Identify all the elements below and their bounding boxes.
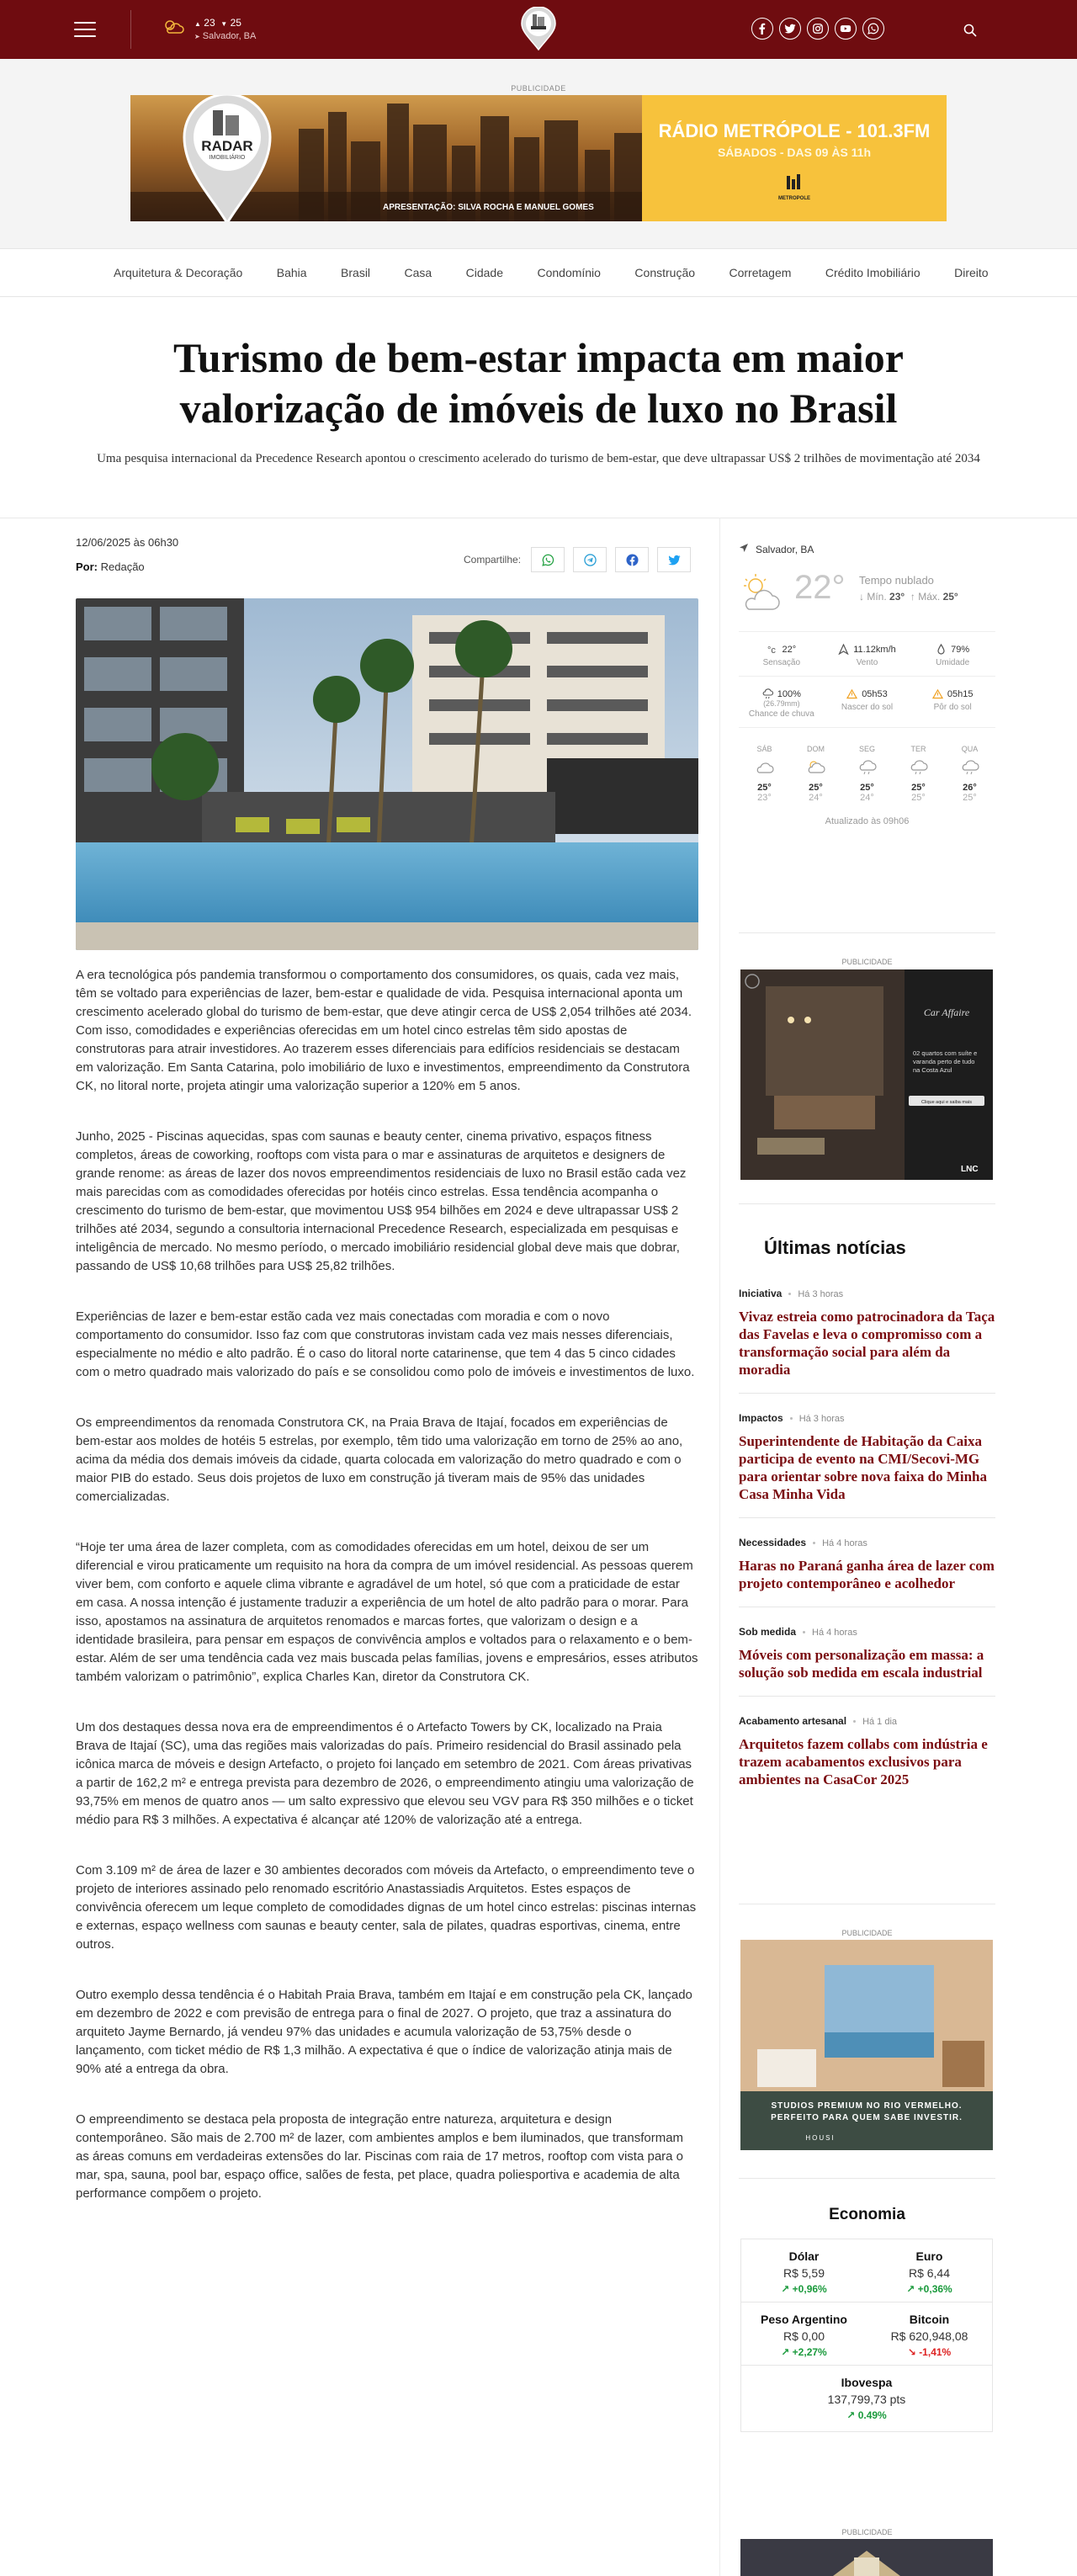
news-headline[interactable]: Móveis com personalização em massa: a solução sob medida em escala industrial: [739, 1647, 984, 1681]
twitter-icon: [668, 554, 681, 566]
index-price: 137,799,73 pts: [827, 2393, 906, 2406]
divider: [739, 932, 995, 933]
rain-cloud-icon: [909, 758, 929, 775]
location-pin-icon: ➤: [194, 33, 200, 40]
sidebar-ad-brand-logo: LNC: [961, 1165, 979, 1174]
news-category[interactable]: Iniciativa: [739, 1288, 783, 1299]
sidebar-ad2-line1: STUDIOS PREMIUM NO RIO VERMELHO.: [771, 2101, 963, 2111]
news-headline[interactable]: Vivaz estreia como patrocinadora da Taça das Favelas e leva o compromisso com a transformação social para além da moradia: [739, 1309, 995, 1378]
whatsapp-icon: [542, 554, 554, 566]
menu-icon[interactable]: [74, 22, 96, 37]
category-link[interactable]: Bahia: [276, 266, 307, 279]
ad-label: PUBLICIDADE: [841, 958, 893, 966]
news-time: Há 3 horas: [798, 1289, 844, 1299]
author-label: Por:: [76, 560, 98, 573]
radar-brand: RADAR: [201, 138, 253, 154]
facebook-icon: [626, 554, 639, 566]
dot-separator: [803, 1631, 805, 1633]
top-ad-banner[interactable]: [130, 95, 947, 221]
rain-cloud-icon: [762, 688, 773, 699]
forecast-max: 25°: [911, 783, 926, 793]
forecast-day-name: TER: [910, 745, 926, 753]
ad-label: PUBLICIDADE: [511, 84, 566, 93]
divider: [739, 1203, 995, 1204]
forecast-day: [739, 745, 790, 803]
dot-separator: [790, 1417, 793, 1420]
currency-change: +0,96%: [792, 2283, 827, 2295]
ad-credits: APRESENTAÇÃO: SILVA ROCHA E MANUEL GOMES: [383, 203, 594, 212]
header-temp-min: 25: [230, 17, 241, 29]
forecast-day: [841, 745, 893, 803]
social-links: [751, 18, 884, 40]
economy-title: Economia: [829, 2206, 905, 2223]
cloud-icon: [755, 758, 775, 775]
weather-sunrise: 05h53: [862, 688, 888, 699]
index-ibovespa: [741, 2366, 992, 2431]
forecast-day: [944, 745, 995, 803]
share-facebook-button[interactable]: [615, 547, 649, 572]
forecast-max: 25°: [860, 783, 874, 793]
weather-rain-chance: 100%: [777, 688, 801, 699]
svg-text:°c: °c: [767, 645, 776, 655]
news-headline[interactable]: Superintendente de Habitação da Caixa participa de evento na CMI/Secovi-MG para orientar sobre nova faixa do Minha Casa Minha Vida: [739, 1433, 987, 1502]
ad-radio-title: RÁDIO METRÓPOLE - 101.3FM: [658, 120, 931, 141]
forecast-min: 24°: [860, 793, 874, 803]
weather-wind-label: Vento: [856, 658, 878, 667]
economy-widget: [740, 2239, 993, 2432]
column-divider: [719, 518, 720, 2576]
sidebar-ad-script: Car Affaire: [923, 1006, 970, 1018]
sidebar-ad2-brand: HOUSI: [805, 2134, 836, 2142]
news-category[interactable]: Acabamento artesanal: [739, 1715, 847, 1727]
news-category[interactable]: Necessidades: [739, 1537, 807, 1548]
search-icon[interactable]: [963, 23, 978, 38]
facebook-icon[interactable]: [751, 18, 773, 40]
forecast-max: 25°: [757, 783, 772, 793]
currency-dollar: [741, 2239, 867, 2302]
article-paragraph: “Hoje ter uma área de lazer completa, com as comodidades oferecidas em um hotel, deixou de ser um diferencial e virou praticamente um requisito na hora da compra de um imóvel residencial. As pessoas querem viver bem, com conforto e aquele clima vibrante e agradável de um hotel, só que com a praticidade de estar em casa. A nossa intenção é justamente traduzir a experiência de um hotel de alto padrão para o morar. Para isso, apostamos na assinatura de arquitetos renomados e marcas fortes, que valorizam o design e a identidade brasileira, para pensar em espaços de convivência amplos e voltados para o relaxamento e o bem-estar. Além de ser uma tendência cada vez mais buscada pelas famílias, jovens e empresários, esses atributos também valorizam o patrimônio”, explica Charles Kan, diretor da Construtora CK.: [76, 1540, 698, 1684]
sidebar-ad-copy: 02 quartos com suíte e varanda perto de tudo na Costa Azul: [913, 1049, 978, 1074]
weather-location: [739, 544, 995, 555]
category-link[interactable]: Corretagem: [729, 266, 792, 279]
forecast-day-name: SEG: [858, 745, 875, 753]
news-headline[interactable]: Haras no Paraná ganha área de lazer com projeto contemporâneo e acolhedor: [739, 1558, 995, 1591]
news-time: Há 4 horas: [822, 1538, 867, 1548]
weather-updated: Atualizado às 09h06: [825, 816, 910, 826]
news-time: Há 3 horas: [798, 1414, 845, 1424]
article-paragraph: Experiências de lazer e bem-estar estão cada vez mais conectadas com moradia e com o novo comportamento do consumidor. Isso faz com que construtoras invistam cada vez mais nesses diferenciais, especialmente no médio e alto padrão. É o caso do litoral norte catarinense, que tem 4 das 5 cinco cidades com o metro quadrado mais valorizado do país e se consolidou como polo de imóveis e investimentos de luxo.: [76, 1309, 695, 1379]
currency-euro: [867, 2239, 992, 2302]
currency-change: -1,41%: [919, 2346, 952, 2358]
forecast-day-name: SÁB: [756, 745, 772, 753]
forecast-day-name: DOM: [807, 745, 825, 753]
currency-name: Peso Argentino: [761, 2313, 847, 2326]
arrow-down-icon: ↓: [859, 591, 864, 603]
share-twitter-button[interactable]: [657, 547, 691, 572]
sidebar-ad-cta: Clique aqui e saiba mais: [921, 1100, 972, 1105]
weather-arrow-up-icon: ▲: [194, 20, 201, 28]
currency-price: R$ 5,59: [783, 2266, 825, 2280]
article-paragraph: O empreendimento se destaca pela proposta de integração entre natureza, arquitetura e design contemporâneo. São mais de 2.700 m² de lazer, com ambientes amplos e bem iluminados, que transformam as áreas comuns em verdadeiras extensões do lar. Piscinas com raia de 17 metros, rooftop com vista para o mar, spa, sauna, pool bar, espaço office, salões de festa, pet place, quadra poliesportiva e academia de alta performance compõem o projeto.: [76, 2112, 684, 2201]
weather-sunset-label: Pôr do sol: [933, 703, 972, 712]
divider: [130, 10, 131, 49]
news-item[interactable]: [739, 1624, 995, 1697]
news-headline[interactable]: Arquitetos fazem collabs com indústria e trazem acabamentos exclusivos para ambientes na CasaCor 2025: [739, 1736, 988, 1787]
share-telegram-button[interactable]: [573, 547, 607, 572]
latest-news-title: Últimas notícias: [764, 1237, 906, 1258]
forecast-max: 26°: [963, 783, 977, 793]
dot-separator: [813, 1542, 815, 1544]
trend-up-icon: ↗: [846, 2409, 856, 2421]
category-link[interactable]: Arquitetura & Decoração: [114, 266, 243, 279]
article-paragraph: Um dos destaques dessa nova era de empreendimentos é o Artefacto Towers by CK, localizado na Praia Brava de Itajaí (SC), uma das regiões mais valorizadas do país. Primeiro residencial do Brasil assinado pela icônica marca de móveis e design Artefacto, o projeto foi lançado em setembro de 2021. Com áreas privativas a partir de 162,2 m² e entrega prevista para dezembro de 2026, o empreendimento atingiu uma valorização de 93,75% em menos de quatro anos — um salto expressivo que elevou seu VGV para R$ 350 milhões e o ticket médio para R$ 3 milhões. A expectativa é alcançar até 120% de valorização até a entrega.: [76, 1720, 694, 1827]
sun-cloud-icon: [806, 758, 826, 775]
weather-wind: 11.12km/h: [853, 644, 896, 655]
weather-temp: 22°: [794, 569, 846, 606]
weather-rain-label: Chance de chuva: [748, 709, 814, 719]
weather-humidity-label: Umidade: [936, 658, 970, 667]
category-link[interactable]: Crédito Imobiliário: [825, 266, 920, 279]
metropole-logo-text: METROPOLE: [777, 196, 811, 201]
category-nav: [0, 248, 1077, 297]
divider: [739, 2178, 995, 2179]
forecast-min: 25°: [911, 793, 926, 803]
top-bar: [0, 0, 1077, 59]
currency-price: R$ 620,948,08: [890, 2329, 968, 2343]
forecast-day: [893, 745, 944, 803]
economy-row: [741, 2302, 992, 2366]
category-link[interactable]: Condomínio: [537, 266, 601, 279]
sidebar-ad-bottom[interactable]: [740, 2539, 993, 2576]
whatsapp-icon[interactable]: [862, 18, 884, 40]
sunrise-icon: [846, 688, 857, 699]
sidebar-ad-studios[interactable]: [740, 1940, 993, 2150]
rain-cloud-icon: [960, 758, 980, 775]
dot-separator: [853, 1720, 856, 1723]
currency-change: +0,36%: [917, 2283, 952, 2295]
sidebar-ad2-line2: PERFEITO PARA QUEM SABE INVESTIR.: [771, 2113, 963, 2122]
currency-name: Euro: [915, 2249, 943, 2263]
thermometer-icon: [767, 644, 778, 655]
news-category[interactable]: Impactos: [739, 1412, 783, 1424]
article-paragraph: Junho, 2025 - Piscinas aquecidas, spas com saunas e beauty center, cinema privativo, espaços fitness completos, áreas de coworking, rooftops com vista para o mar e assinaturas de arquitetos e designers de grande renome: as áreas de lazer dos novos empreendimentos residenciais de luxo no Brasil estão cada vez mais parecidas com as comodidades oferecidas por hotéis cinco estrelas. Essa tendência acompanha o crescimento do turismo de bem-estar, que movimentou US$ 954 bilhões em 2024 e deve ultrapassar US$ 2 trilhões até 2034, segundo a consultoria internacional Precedence Research, especializada em pesquisas e inteligência de mercado. No mesmo período, o mercado imobiliário residencial global deve mais que dobrar, passando de US$ 10,68 trilhões para US$ 25,82 trilhões.: [76, 1129, 687, 1273]
forecast-min: 25°: [963, 793, 977, 803]
weather-forecast: [739, 745, 995, 803]
weather-max-label: Máx.: [918, 591, 941, 603]
currency-price: R$ 6,44: [908, 2266, 951, 2280]
forecast-day-name: QUA: [961, 745, 979, 753]
economy-row: [741, 2239, 992, 2302]
sun-cloud-icon: [739, 572, 783, 613]
share-label: Compartilhe:: [464, 554, 522, 566]
news-item[interactable]: [739, 1410, 995, 1518]
article-paragraph: A era tecnológica pós pandemia transformou o comportamento dos consumidores, os quais, cada vez mais, têm se voltado para experiências de lazer, bem-estar e qualidade de vida. Pesquisa internacional aponta um crescimento acelerado global do turismo de bem-estar, que deve atingir cerca de US$ 2,054 trilhões até 2034. Com isso, comodidades e experiências oferecidas em um hotel cinco estrelas têm sido apostas de construtoras para atrair investidores. Ao trazerem esses diferenciais para edifícios residenciais se destacam em valorização. Em Santa Catarina, polo imobiliário de luxo e investimentos, empreendimento da Construtora CK, no litoral norte, projeta atingir uma valorização superior a 120% em 5 anos.: [76, 968, 692, 1093]
news-category[interactable]: Sob medida: [739, 1626, 797, 1638]
ad-label: PUBLICIDADE: [841, 2528, 893, 2536]
weather-min-label: Mín.: [867, 591, 887, 603]
weather-humidity: 79%: [951, 644, 970, 655]
telegram-icon: [584, 554, 597, 566]
weather-feels-like-label: Sensação: [762, 658, 801, 667]
forecast-max: 25°: [809, 783, 823, 793]
weather-city: Salvador, BA: [756, 544, 814, 555]
news-item[interactable]: [739, 1286, 995, 1394]
article-byline: [76, 560, 145, 573]
article-date: 12/06/2025 às 06h30: [76, 536, 179, 549]
instagram-icon[interactable]: [807, 18, 829, 40]
forecast-min: 23°: [757, 793, 772, 803]
latest-news-list: [739, 1286, 995, 1819]
category-link[interactable]: Construção: [634, 266, 696, 279]
weather-arrow-down-icon: ▼: [220, 20, 228, 28]
trend-up-icon: ↗: [781, 2283, 790, 2295]
category-link[interactable]: Casa: [404, 266, 432, 279]
weather-details: [739, 631, 995, 728]
youtube-icon[interactable]: [835, 18, 857, 40]
news-time: Há 4 horas: [812, 1628, 857, 1638]
article-subtitle: Uma pesquisa internacional da Precedence Research apontou o crescimento acelerado do turismo de bem-estar, que deve ultrapassar US$ 2 trilhões de movimentação até 2034: [97, 452, 980, 465]
index-name: Ibovespa: [841, 2376, 893, 2389]
weather-current: [739, 569, 995, 623]
weather-sunset: 05h15: [947, 688, 974, 699]
sidebar-ad-apartment[interactable]: [740, 969, 993, 1180]
currency-name: Bitcoin: [909, 2313, 950, 2326]
currency-name: Dólar: [788, 2249, 820, 2263]
rain-cloud-icon: [857, 758, 878, 775]
ad-city-image: [130, 95, 642, 221]
ad-radio-schedule: SÁBADOS - DAS 09 ÀS 11h: [717, 146, 872, 159]
forecast-day: [790, 745, 841, 803]
humidity-icon: [936, 644, 947, 655]
article-hero-image: [76, 598, 698, 950]
metropole-logo: [777, 171, 812, 206]
dot-separator: [788, 1293, 791, 1295]
currency-peso: [741, 2302, 867, 2365]
weather-max: 25°: [942, 591, 958, 603]
news-time: Há 1 dia: [862, 1717, 898, 1727]
currency-change: +2,27%: [792, 2346, 827, 2358]
news-item[interactable]: [739, 1535, 995, 1607]
weather-feels-like: 22°: [782, 644, 797, 655]
ad-label: PUBLICIDADE: [841, 1929, 893, 1937]
article-paragraph: Outro exemplo dessa tendência é o Habitah Praia Brava, também em Itajaí e em construção pela CK, lançado em dezembro de 2022 e com previsão de entrega para o final de 2027. O projeto, que traz a assinatura do arquiteto Jayme Bernardo, já vendeu 97% das unidades e acumula valorização de 53,75% desde o lançamento, com ticket médio de R$ 1,3 milhão. A expectativa é que o índice de valorização atinja mais de 90% até a entrega da obra.: [76, 1988, 692, 2076]
category-link[interactable]: Direito: [954, 266, 989, 279]
category-link[interactable]: Brasil: [341, 266, 371, 279]
weather-min-max: [859, 591, 958, 603]
article-title: Turismo de bem-estar impacta em maior valorização de imóveis de luxo no Brasil: [173, 334, 904, 432]
share-bar: [464, 547, 691, 572]
trend-down-icon: ↘: [907, 2346, 916, 2358]
currency-price: R$ 0,00: [783, 2329, 825, 2343]
article-body: [76, 966, 698, 2235]
weather-description: Tempo nublado: [859, 574, 934, 587]
header-temp-max: 23: [204, 17, 215, 29]
sunset-icon: [932, 688, 943, 699]
forecast-min: 24°: [809, 793, 823, 803]
twitter-icon[interactable]: [779, 18, 801, 40]
weather-min: 23°: [889, 591, 905, 603]
weather-widget: [739, 544, 995, 826]
wind-icon: [838, 644, 849, 655]
sun-cloud-icon: [162, 19, 184, 34]
currency-bitcoin: [867, 2302, 992, 2365]
trend-up-icon: ↗: [781, 2346, 790, 2358]
radar-brand-sub: IMOBILIÁRIO: [209, 155, 246, 161]
navigation-arrow-icon: [739, 543, 749, 553]
index-change: 0.49%: [857, 2409, 887, 2421]
category-link[interactable]: Cidade: [465, 266, 504, 279]
weather-rain-mm: (26.79mm): [763, 699, 800, 708]
author-name[interactable]: Redação: [100, 560, 145, 573]
weather-sunrise-label: Nascer do sol: [841, 703, 894, 712]
ad-radio-panel: [642, 95, 947, 221]
site-logo[interactable]: [520, 7, 557, 50]
share-whatsapp-button[interactable]: [531, 547, 565, 572]
arrow-up-icon: ↑: [910, 591, 915, 603]
article-paragraph: Com 3.109 m² de área de lazer e 30 ambientes decorados com móveis da Artefacto, o empreendimento teve o projeto de interiores assinado pelo renomado escritório Anastassiadis Arquitetos. Estes espaços de convivência oferecem um leque completo de comodidades dignas de um hotel cinco estrelas: piscinas internas e externas, espaço wellness com saunas e beauty center, sala de pilates, quadras esportivas, cinema, entre outros.: [76, 1863, 697, 1952]
article-paragraph: Os empreendimentos da renomada Construtora CK, na Praia Brava de Itajaí, focados em experiências de bem-estar aos moldes de hotéis 5 estrelas, por exemplo, têm tido uma valorização em torno de 25% ao ano, acima da média dos demais imóveis da cidade, quarta colocada em valorização do metro quadrado e com o maior PIB do estado. Seus dois projetos de luxo em construção já tiveram mais de 95% das unidades comercializadas.: [76, 1415, 683, 1504]
trend-up-icon: ↗: [906, 2283, 915, 2295]
radar-logo: [181, 95, 273, 221]
news-item[interactable]: [739, 1713, 995, 1803]
header-city: Salvador, BA: [202, 31, 257, 41]
